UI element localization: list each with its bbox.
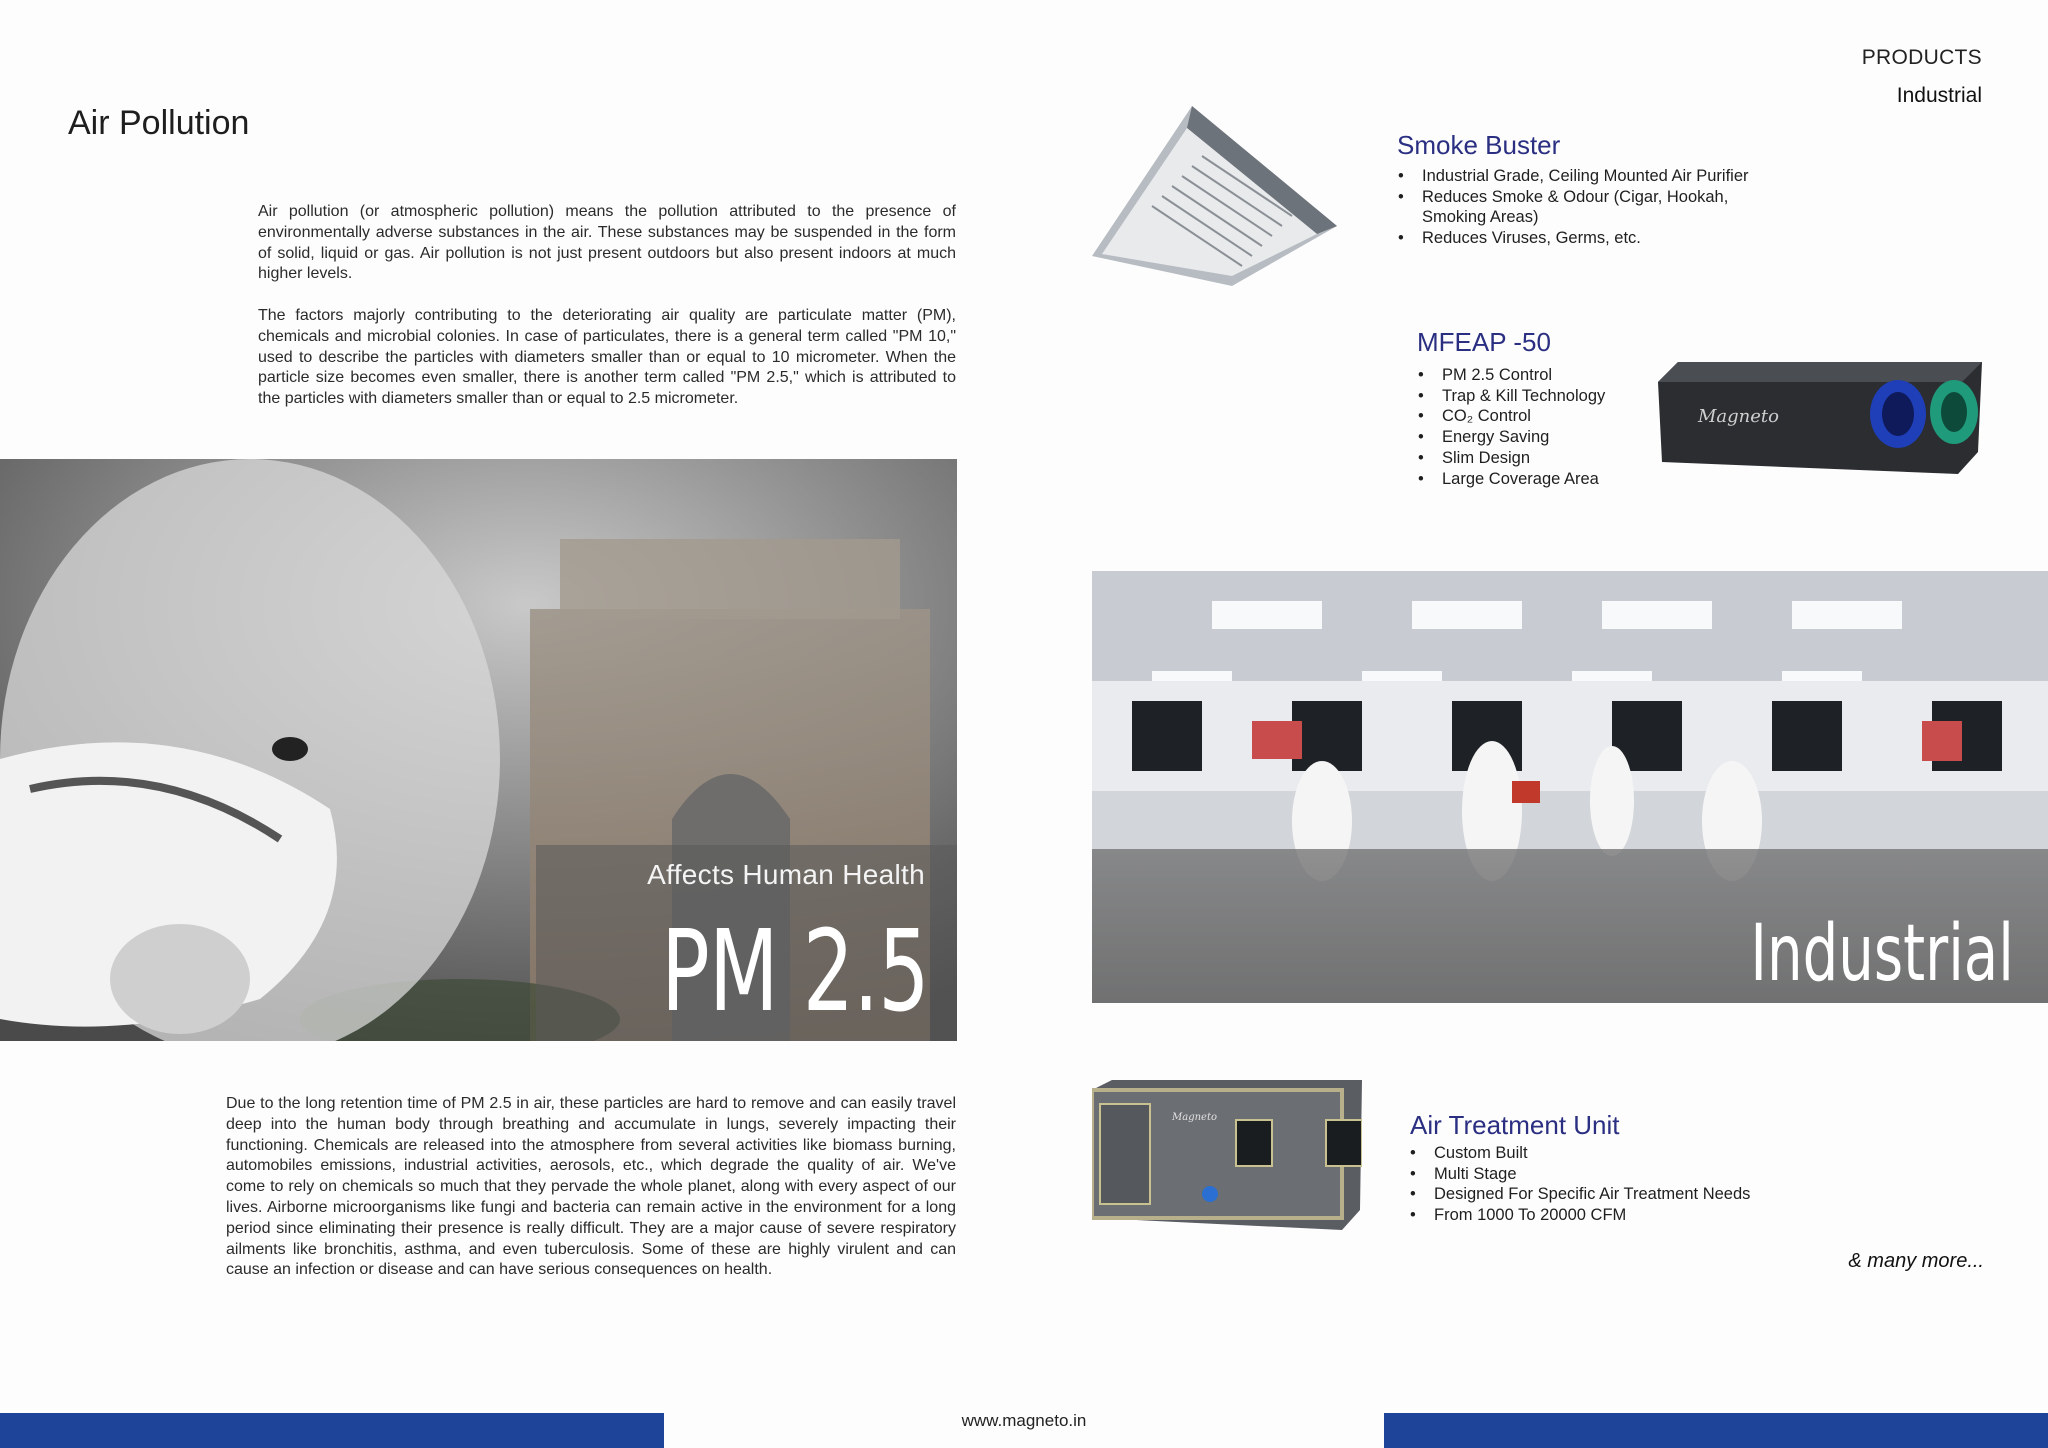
- list-item: • Reduces Smoke & Odour (Cigar, Hookah, Smoking Areas): [1398, 187, 1778, 228]
- air-treatment-unit-image: [1092, 1080, 1362, 1240]
- list-item: • Energy Saving: [1418, 427, 1658, 448]
- industrial-label: Industrial: [1750, 909, 2014, 999]
- list-item: • Large Coverage Area: [1418, 469, 1658, 490]
- subsection-label: Industrial: [1896, 84, 1982, 107]
- smoke-buster-image: [1092, 106, 1342, 286]
- hero-caption: Affects Human Health: [647, 859, 925, 890]
- body-paragraph: Due to the long retention time of PM 2.5 in air, these particles are hard to remove and can easily travel deep into the human body through breathing and accumulate in lungs, severely impacting their functioning. Chemicals are released into the atmosphere from several activities like biomass burning, automobiles emissions, industrial activities, aerosols, etc., which degrade the quality of air. We've come to rely on chemicals so much that they pervade the whole planet, along with every aspect of our lives. Airborne microorganisms like fungi and bacteria can remain active in the environment for a long period since eliminating their presence is really difficult. They are a major cause of severe respiratory ailments like bronchitis, asthma, and even tuberculosis. Some of these are highly virulent and can cause an infection or disease and can have serious consequences on health.: [226, 1095, 956, 1279]
- list-item: • Industrial Grade, Ceiling Mounted Air Purifier: [1398, 166, 1778, 187]
- mfeap-features: [1418, 365, 1658, 489]
- section-label: PRODUCTS: [1861, 46, 1982, 69]
- list-item: • Trap & Kill Technology: [1418, 386, 1658, 407]
- industrial-banner-image: [1092, 571, 2048, 1003]
- list-item: • Designed For Specific Air Treatment Needs: [1410, 1184, 1810, 1205]
- mfeap-image: [1658, 362, 1982, 474]
- mfeap-title: MFEAP -50: [1417, 327, 1551, 357]
- footer-url-link[interactable]: www.magneto.in: [961, 1411, 1087, 1430]
- list-item: • CO₂ Control: [1418, 406, 1658, 427]
- magneto-logo-text: Magneto: [1698, 406, 1779, 427]
- list-item: • PM 2.5 Control: [1418, 365, 1658, 386]
- many-more-text: & many more...: [1848, 1250, 1984, 1272]
- smoke-buster-title: Smoke Buster: [1397, 130, 1561, 160]
- list-item: • Multi Stage: [1410, 1164, 1810, 1185]
- list-item: • Reduces Viruses, Germs, etc.: [1398, 228, 1778, 249]
- intro-paragraph-1: Air pollution (or atmospheric pollution) means the pollution attributed to the presence of environmentally adverse substances in the air. These substances may be suspended in the form of solid, liquid or gas. Air pollution is not just present outdoors but also present indoors at much higher levels.: [258, 203, 956, 283]
- list-item: • Custom Built: [1410, 1143, 1810, 1164]
- page-title: Air Pollution: [68, 104, 250, 142]
- list-item: • Slim Design: [1418, 448, 1658, 469]
- smoke-buster-features: [1398, 166, 1778, 249]
- air-treatment-unit-title: Air Treatment Unit: [1410, 1110, 1620, 1140]
- hero-image-pm25: [0, 459, 957, 1041]
- hero-headline: PM 2.5: [661, 907, 929, 1037]
- intro-paragraph-2: The factors majorly contributing to the deteriorating air quality are particulate matter (PM), chemicals and microbial colonies. In case of particulates, there is a general term called "PM 10," used to describe the particles with diameters smaller than or equal to 10 micrometer. When the particle size becomes even smaller, there is another term called "PM 2.5," which is attributed to the particles with diameters smaller than or equal to 2.5 micrometer.: [258, 307, 956, 408]
- list-item: • From 1000 To 20000 CFM: [1410, 1205, 1810, 1226]
- air-treatment-unit-features: [1410, 1143, 1810, 1226]
- child-face-shape: [0, 459, 500, 1041]
- magneto-logo-text: Magneto: [1172, 1112, 1217, 1123]
